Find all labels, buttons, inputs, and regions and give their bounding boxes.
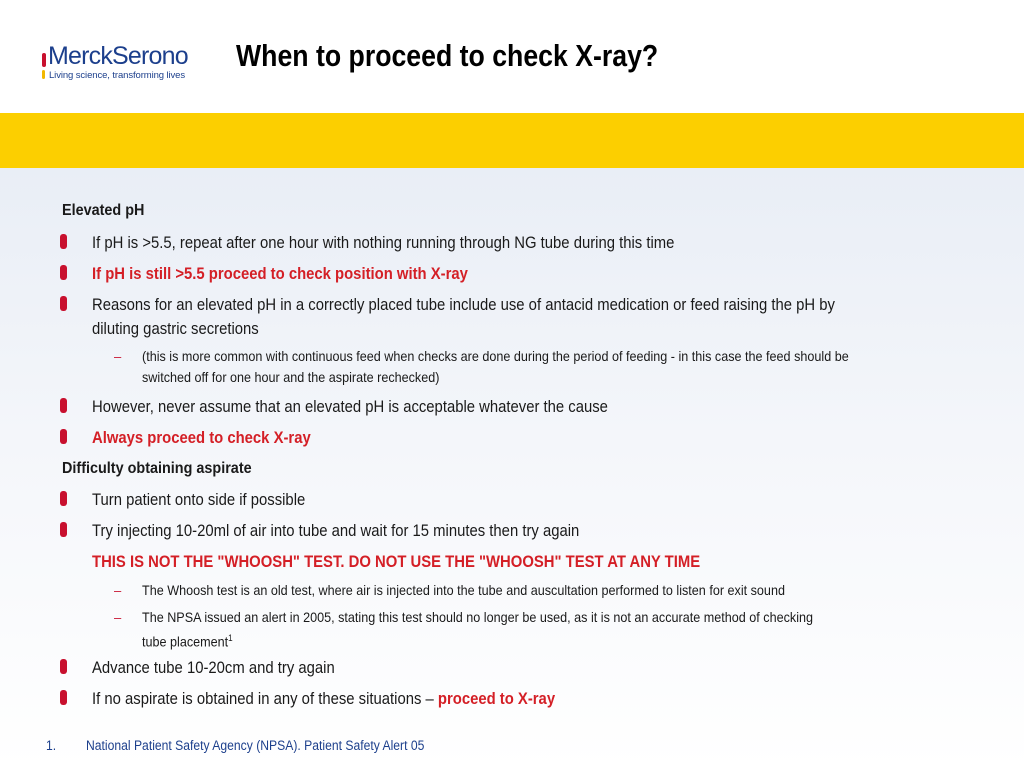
logo-red-mark-icon	[42, 53, 46, 67]
sub-bullet-dash: –	[114, 349, 122, 364]
section-heading-difficulty-aspirate: Difficulty obtaining aspirate	[62, 460, 252, 477]
sub-item: The Whoosh test is an old test, where air is injected into the tube and auscultation performed to listen for exit sound	[142, 582, 785, 598]
bullet-icon	[60, 491, 67, 506]
yellow-band	[0, 113, 1024, 168]
list-item-emphasis: Always proceed to check X-ray	[92, 429, 311, 447]
sub-item-line: (this is more common with continuous feed when checks are done during the period of feeding - in this case the feed should be	[142, 348, 849, 364]
list-item: Advance tube 10-20cm and try again	[92, 659, 335, 677]
footnote-number: 1.	[46, 738, 57, 753]
list-item-text: If no aspirate is obtained in any of these situations –	[92, 690, 438, 708]
sub-item-line-with-ref	[142, 628, 233, 653]
list-item-emphasis-inline: proceed to X-ray	[437, 690, 556, 708]
list-item-line: Reasons for an elevated pH in a correctly placed tube include use of antacid medication or feed raising the pH by	[92, 296, 835, 314]
bullet-icon	[60, 522, 67, 537]
list-item-mixed	[92, 687, 555, 711]
bullet-icon	[60, 690, 67, 705]
bullet-icon	[60, 429, 67, 444]
logo-wordmark: MerckSerono	[48, 42, 188, 70]
bullet-icon	[60, 265, 67, 280]
slide-header	[0, 0, 1024, 113]
sub-item-line: The NPSA issued an alert in 2005, stating this test should no longer be used, as it is not an accurate method of checking	[142, 609, 814, 625]
list-item-line: diluting gastric secretions	[92, 320, 259, 338]
sub-item-line: switched off for one hour and the aspirate rechecked)	[142, 369, 440, 385]
footnote-text: National Patient Safety Agency (NPSA). Patient Safety Alert 05	[86, 738, 425, 753]
bullet-icon	[60, 659, 67, 674]
sub-bullet-dash: –	[114, 610, 122, 625]
reference-superscript: 1	[228, 633, 233, 643]
bullet-icon	[60, 398, 67, 413]
list-item: However, never assume that an elevated pH is acceptable whatever the cause	[92, 398, 608, 416]
bullet-icon	[60, 296, 67, 311]
list-item-emphasis: If pH is still >5.5 proceed to check position with X-ray	[92, 265, 468, 283]
list-item: Try injecting 10-20ml of air into tube and wait for 15 minutes then try again	[92, 522, 580, 540]
merck-serono-logo	[40, 40, 190, 85]
list-item: Turn patient onto side if possible	[92, 491, 306, 509]
warning-text: THIS IS NOT THE "WHOOSH" TEST. DO NOT USE THE "WHOOSH" TEST AT ANY TIME	[92, 553, 701, 571]
bullet-icon	[60, 234, 67, 249]
list-item: If pH is >5.5, repeat after one hour with nothing running through NG tube during this time	[92, 234, 675, 252]
sub-item-text: tube placement	[142, 633, 229, 650]
slide-title: When to proceed to check X-ray?	[236, 38, 659, 73]
logo-yellow-mark-icon	[42, 70, 45, 79]
sub-bullet-dash: –	[114, 583, 122, 598]
section-heading-elevated-ph: Elevated pH	[62, 202, 145, 219]
logo-tagline: Living science, transforming lives	[49, 70, 185, 81]
